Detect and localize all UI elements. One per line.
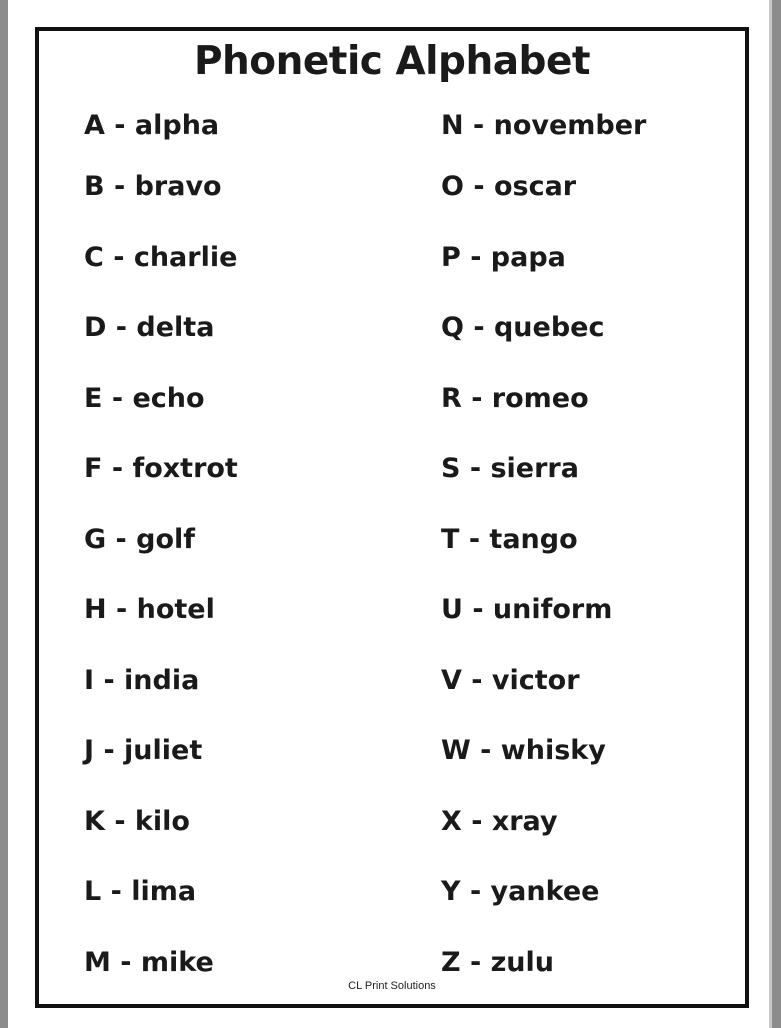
page-title: Phonetic Alphabet bbox=[193, 39, 591, 84]
list-item: P - papa bbox=[441, 242, 566, 273]
list-item: U - uniform bbox=[441, 594, 613, 625]
list-item: H - hotel bbox=[84, 594, 215, 625]
list-item: I - india bbox=[84, 665, 200, 696]
list-item: L - lima bbox=[84, 876, 197, 907]
list-item: F - foxtrot bbox=[84, 453, 238, 484]
left-page-edge bbox=[0, 0, 8, 1028]
list-item: C - charlie bbox=[84, 242, 238, 273]
list-item: T - tango bbox=[441, 524, 578, 555]
list-item: W - whisky bbox=[441, 735, 606, 766]
list-item: V - victor bbox=[441, 665, 580, 696]
list-item: S - sierra bbox=[441, 453, 579, 484]
list-item: J - juliet bbox=[84, 735, 203, 766]
poster-frame bbox=[35, 27, 749, 1008]
list-item: M - mike bbox=[84, 947, 214, 978]
list-item: R - romeo bbox=[441, 383, 589, 414]
list-item: G - golf bbox=[84, 524, 196, 555]
list-item: K - kilo bbox=[84, 806, 190, 837]
list-item: A - alpha bbox=[84, 110, 220, 141]
list-item: O - oscar bbox=[441, 171, 577, 202]
list-item: X - xray bbox=[441, 806, 558, 837]
footer-credit: CL Print Solutions bbox=[348, 980, 436, 992]
right-page-edge bbox=[772, 0, 781, 1028]
list-item: D - delta bbox=[84, 312, 215, 343]
list-item: N - november bbox=[441, 110, 647, 141]
list-item: B - bravo bbox=[84, 171, 222, 202]
list-item: Z - zulu bbox=[441, 947, 554, 978]
list-item: E - echo bbox=[84, 383, 205, 414]
list-item: Y - yankee bbox=[441, 876, 600, 907]
list-item: Q - quebec bbox=[441, 312, 605, 343]
